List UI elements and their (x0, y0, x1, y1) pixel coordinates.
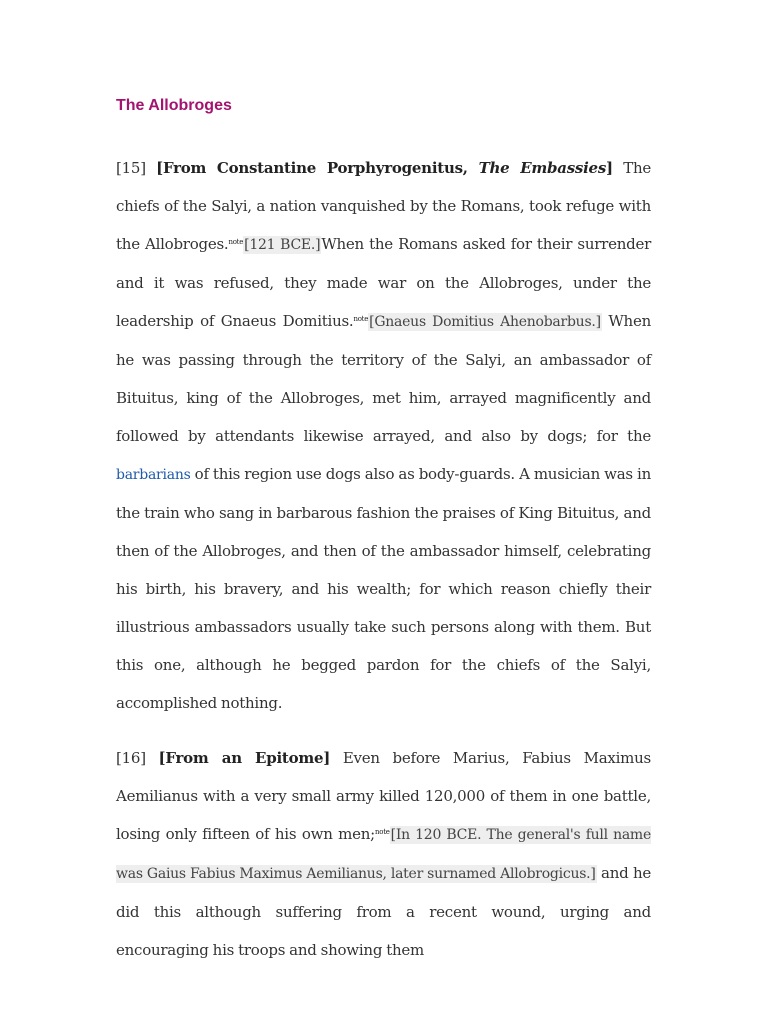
paragraph-text: The chiefs of the Salyi, a nation vanquished by the Romans, took refuge with the Allobroges. (116, 159, 651, 253)
source-citation: [From Constantine Porphyrogenitus, The Embassies] (156, 159, 613, 177)
paragraph-text: and he did this although suffering from a recent wound, urging and encouraging his troops and showing them (116, 864, 651, 959)
paragraph-15 (116, 149, 651, 722)
document-page (116, 94, 651, 986)
paragraph-text: Even before Marius, Fabius Maximus Aemilianus with a very small army killed 120,000 of them in one battle, losing only fifteen of his own men; (116, 749, 651, 843)
paragraph-number: [15] (116, 159, 146, 177)
paragraph-text: When the Romans asked for their surrender and it was refused, they made war on the Allobroges, under the leadership of Gnaeus Domitius. (116, 235, 652, 330)
source-title: The Embassies (478, 159, 607, 177)
paragraph-text: of this region use dogs also as body-guards. A musician was in the train who sang in barbarous fashion the praises of King Bituitus, and then of the Allobroges, and then of the ambassador himself, celebrating his birth, his bravery, and his wealth; for which reason chiefly their illustrious ambassadors usually take such persons along with them. But this one, although he begged pardon for the chiefs of the Salyi, accomplished nothing. (116, 465, 651, 712)
footnote-marker[interactable]: note (353, 315, 369, 323)
paragraph-text: When he was passing through the territory of the Salyi, an ambassador of Bituitus, king of the Allobroges, met him, arrayed magnificently and followed by attendants likewise arrayed, and also by dogs; for the (116, 312, 652, 445)
paragraph-16 (116, 739, 651, 969)
footnote-text: [121 BCE.] (244, 237, 321, 253)
footnote-marker[interactable]: note (374, 828, 390, 836)
section-heading: The Allobroges (116, 97, 232, 114)
barbarians-link[interactable]: barbarians (116, 467, 191, 483)
paragraph-number: [16] (116, 749, 146, 767)
footnote-text: [In 120 BCE. The general's full name was Gaius Fabius Maximus Aemilianus, later surnamed Allobrogicus.] (116, 827, 651, 882)
footnote-marker[interactable]: note (228, 238, 244, 246)
source-citation: [From an Epitome] (158, 749, 331, 767)
footnote-text: [Gnaeus Domitius Ahenobarbus.] (369, 314, 601, 330)
